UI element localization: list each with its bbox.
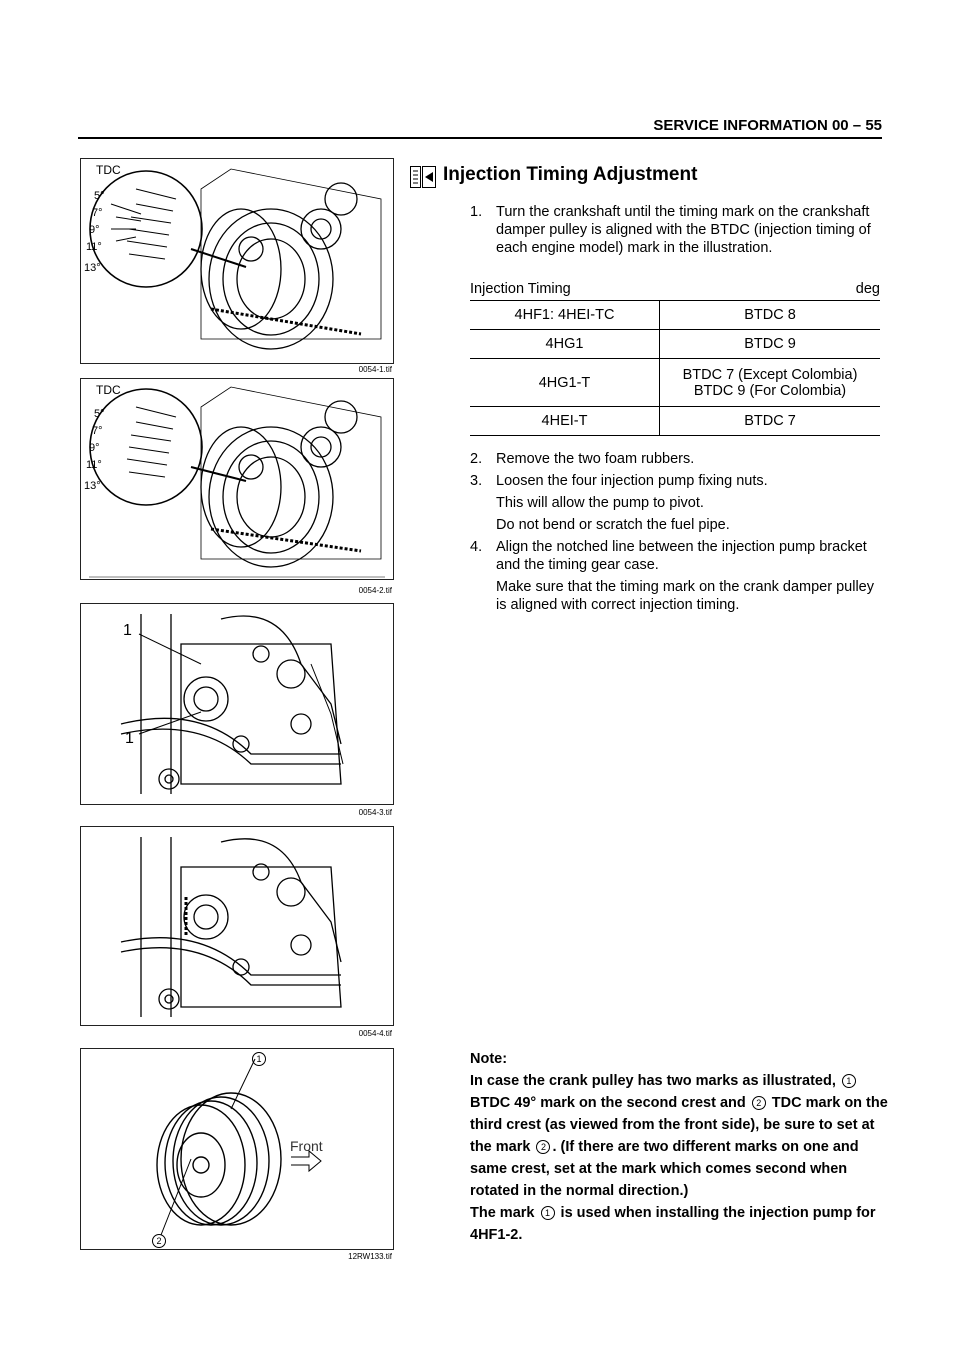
circled-number: 1 (842, 1074, 856, 1088)
step-number: 1. (470, 204, 483, 220)
step-text: Turn the crankshaft until the timing mark on the crankshaft damper pulley is aligned with the BTDC (injection timing of each engine model) mark in the illustration. (496, 204, 871, 256)
table-row (470, 359, 880, 407)
table-row (470, 330, 880, 359)
note-text: . (If there are two different marks on one and same crest, set at the mark which comes second when rotated in the normal direction.) (470, 1139, 859, 1199)
step-text: Remove the two foam rubbers. (496, 451, 695, 467)
timing-cell-multi (660, 359, 881, 407)
table-unit: deg (855, 281, 880, 297)
callout-mark-1 (250, 1050, 268, 1068)
step-text: Align the notched line between the injection pump bracket and the timing gear case. (496, 539, 867, 573)
step-4-note: Make sure that the timing mark on the crank damper pulley is aligned with correct injection timing. (496, 579, 874, 613)
deg-label-13-2: 13° (84, 480, 101, 492)
pulley-timing-illustration (81, 379, 393, 579)
step-2 (470, 450, 880, 468)
callout-1-bottom: 1 (125, 730, 134, 747)
tdc-label-1: TDC (96, 163, 121, 177)
note-text: The mark (470, 1205, 535, 1221)
deg-label-5-2: 5° (94, 408, 105, 420)
figure-caption-3: 0054-3.tif (358, 808, 392, 817)
step-number: 4. (470, 539, 483, 555)
note-text: BTDC 49° mark on the second crest and (470, 1095, 746, 1111)
note-heading: Note: (470, 1051, 508, 1067)
timing-line: BTDC 7 (Except Colombia) (682, 366, 858, 383)
figure-caption-4: 0054-4.tif (358, 1029, 392, 1038)
timing-line: BTDC 9 (For Colombia) (693, 382, 847, 399)
callout-1-top: 1 (123, 622, 132, 639)
circled-number: 1 (541, 1206, 555, 1220)
front-label: Front (290, 1138, 323, 1154)
deg-label-9-2: 9° (89, 442, 100, 454)
step-number: 2. (470, 451, 483, 467)
deg-label-5-1: 5° (94, 190, 105, 202)
step-3-note-2: Do not bend or scratch the fuel pipe. (496, 517, 730, 533)
model-cell: 4HEI-T (470, 407, 660, 436)
page-header-title: SERVICE INFORMATION 00 – 55 (653, 117, 882, 134)
circled-number: 1 (252, 1052, 266, 1066)
injection-pump-alignment-illustration (81, 827, 393, 1025)
step-text: Loosen the four injection pump fixing nuts. (496, 473, 768, 489)
note-paragraph-2 (470, 1202, 890, 1246)
arrow-reference-icon (410, 166, 436, 188)
figure-caption-1: 0054-1.tif (358, 365, 392, 374)
figure-caption-2: 0054-2.tif (358, 586, 392, 595)
tdc-label-2: TDC (96, 383, 121, 397)
timing-cell: BTDC 9 (660, 330, 881, 359)
table-caption: Injection Timing (470, 281, 571, 297)
step-number: 3. (470, 473, 483, 489)
step-3 (470, 472, 880, 490)
deg-label-9-1: 9° (89, 224, 100, 236)
timing-cell: BTDC 8 (660, 301, 881, 330)
header-rule (78, 137, 882, 139)
step-4 (470, 538, 880, 574)
note-block (470, 1048, 890, 1246)
deg-label-11-2: 11° (86, 459, 102, 471)
step-1 (470, 203, 880, 275)
table-row (470, 301, 880, 330)
circled-number: 2 (536, 1140, 550, 1154)
table-row (470, 407, 880, 436)
deg-label-7-1: 7° (92, 207, 103, 219)
deg-label-7-2: 7° (92, 425, 103, 437)
deg-label-13-1: 13° (84, 262, 101, 274)
note-text: In case the crank pulley has two marks as illustrated, (470, 1073, 836, 1089)
step-3-note-1: This will allow the pump to pivot. (496, 495, 704, 511)
note-text: TDC mark on the third crest (as viewed from the front side), be sure to set at the mark (470, 1095, 888, 1155)
injection-timing-table (470, 300, 880, 436)
note-text: is used when installing the injection pump for 4HF1-2. (470, 1205, 876, 1243)
model-cell: 4HG1 (470, 330, 660, 359)
figure-pulley-tdc-1 (80, 158, 394, 364)
pulley-timing-illustration (81, 159, 393, 363)
note-paragraph-1 (470, 1070, 890, 1202)
model-cell: 4HF1: 4HEI-TC (470, 301, 660, 330)
section-title: Injection Timing Adjustment (443, 164, 698, 185)
timing-cell: BTDC 7 (660, 407, 881, 436)
figure-crank-pulley-marks (80, 1048, 394, 1250)
figure-notched-line (80, 826, 394, 1026)
figure-caption-5: 12RW133.tif (348, 1252, 392, 1261)
deg-label-11-1: 11° (86, 241, 102, 253)
crank-pulley-illustration (81, 1049, 393, 1249)
model-cell: 4HG1-T (470, 359, 660, 407)
callout-mark-2 (150, 1232, 168, 1250)
circled-number: 2 (152, 1234, 166, 1248)
circled-number: 2 (752, 1096, 766, 1110)
figure-pulley-tdc-2 (80, 378, 394, 580)
